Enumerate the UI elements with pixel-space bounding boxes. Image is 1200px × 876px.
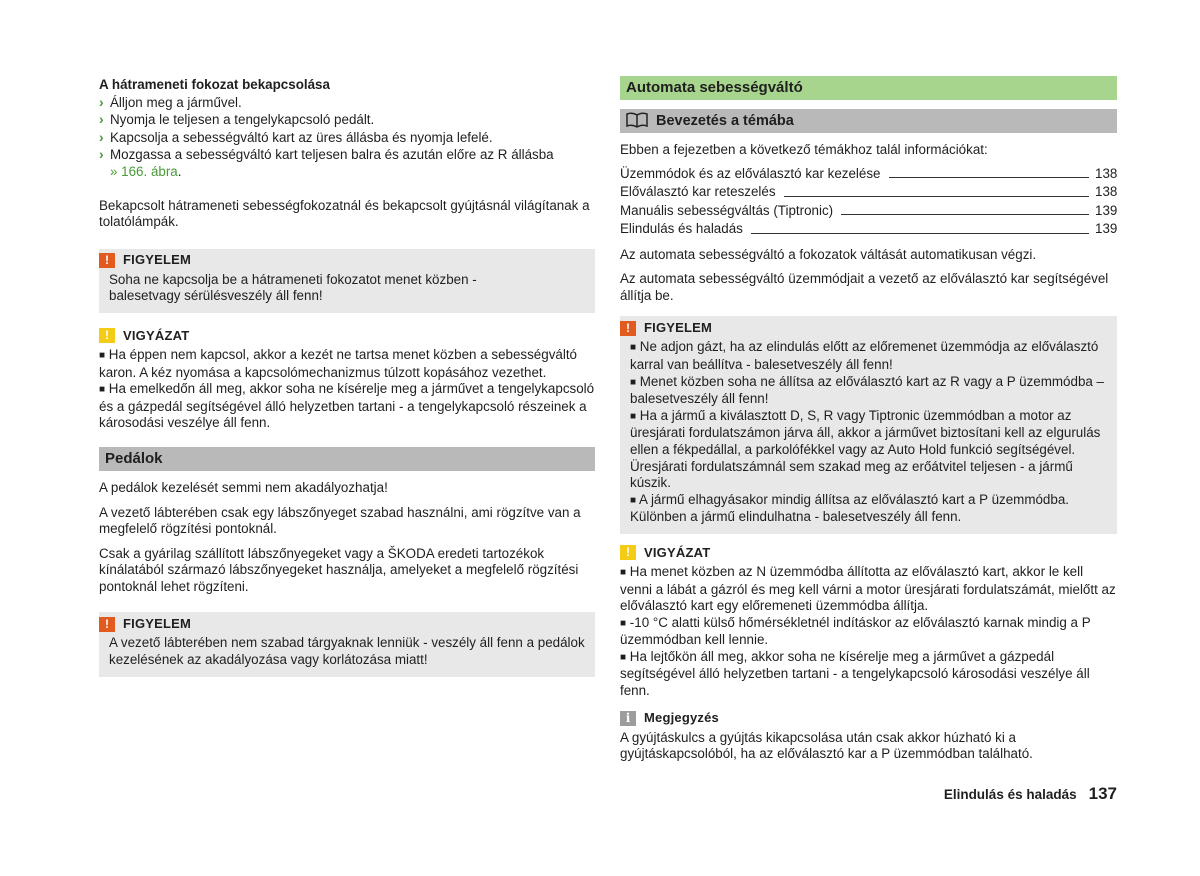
- book-icon: [626, 112, 648, 128]
- bullet-icon: ■: [620, 617, 627, 629]
- caution-title: VIGYÁZAT: [644, 544, 711, 560]
- caution-item: ■ Ha emelkedőn áll meg, akkor soha ne kísérelje meg a járművet a tengelykapcsoló és a gázpedál segítségével álló helyzetben tartani - a tengelykapcsoló részeinek a károsodási veszélye áll fenn.: [99, 381, 595, 431]
- bullet-icon: ■: [620, 651, 627, 663]
- pedals-paragraph-3: Csak a gyárilag szállított lábszőnyegeket vagy a ŠKODA eredeti tartozékok kínálatából származó lábszőnyegeket használja, amelyeket a megfelelő rögzítési pontoknál lehet rögzíteni.: [99, 545, 579, 594]
- bullet-icon: ■: [99, 384, 106, 396]
- footer-chapter: Elindulás és haladás: [943, 787, 1077, 802]
- note-title: Megjegyzés: [644, 710, 719, 726]
- right-column: [620, 76, 1117, 763]
- step-1: › Álljon meg a járművel.: [99, 93, 242, 110]
- bullet-icon: ■: [630, 410, 637, 422]
- bullet-icon: ■: [630, 494, 637, 506]
- section-heading: Automata sebességváltó: [620, 76, 1117, 100]
- warning-box-1: [99, 249, 595, 313]
- note-box: [620, 710, 1117, 763]
- bullet-icon: ■: [630, 376, 637, 388]
- toc-item[interactable]: Előválasztó kar reteszelés 138: [620, 184, 1118, 199]
- automatic-paragraph-1: Az automata sebességváltó a fokozatok váltását automatikusan végzi.: [620, 246, 1037, 262]
- warning-box-3: [620, 316, 1117, 534]
- figure-link[interactable]: » 166. ábra: [110, 163, 178, 179]
- toc-item[interactable]: Elindulás és haladás 139: [620, 221, 1118, 236]
- page-footer: [944, 786, 1117, 804]
- chevron-right-icon: ›: [99, 146, 104, 163]
- bullet-icon: ■: [99, 349, 106, 361]
- chevron-right-icon: ›: [99, 128, 104, 145]
- caution-item: ■ -10 °C alatti külső hőmérsékletnél indításkor az előválasztó karnak mindig a P üzemmódban kell lennie.: [620, 614, 1091, 648]
- caution-box-2: [620, 544, 1117, 700]
- automatic-paragraph-2: Az automata sebességváltó üzemmódjait a vezető az előválasztó kar segítségével állítja be.: [620, 271, 1109, 303]
- left-column: A hátrameneti fokozat bekapcsolása › Álljon meg a járművel. › Nyomja le teljesen a tengelykapcsoló pedált. › Kapcsolja a sebességváltó kart az üres állásba és nyomja lefelé. › Mozgassa a sebességváltó kart teljesen balra és azután előre az R állásba » 166. ábra. Bekapcsolt hátrameneti sebességfokozatnál és bekapcsolt gyújtásnál világítanak a tolatólámpák. ! FIGYELEM Soha ne kapcsolja be a hátrameneti fokozatot menet közben - balesetvagy sérülésveszély áll fenn! ! VIGYÁZAT ■ Ha éppen nem kapcsol, akkor a kezét ne tartsa menet közben a sebességváltó karon. A kéz nyomása a kapcsolómechanizmus túlzott kopásához vezethet. ■ Ha emelkedőn áll meg, akkor soha ne kísérelje meg a járművet a tengelykapcsoló és a gázpedál segítségével álló helyzetben tartani - a tengelykapcsoló részeinek a károsodási veszélye áll fenn. Pedálok A pedálok kezelését semmi nem akadályozhatja! A vezető lábterében csak egy lábszőnyeget szabad használni, ami rögzítve van a megfelelő rögzítési pontoknál. Csak a gyárilag szállított lábszőnyegeket vagy a ŠKODA eredeti tartozékok kínálatából származó lábszőnyegeket használja, amelyeket a megfelelő rögzítési pontoknál lehet rögzíteni. ! FIGYELEM A vezető lábterében nem szabad tárgyaknak lenniük - veszély áll fenn a pedálok kezelésének az akadályozása vagy korlátozása miatt!: [99, 76, 595, 677]
- note-text: A gyújtáskulcs a gyújtás kikapcsolása után csak akkor húzható ki a gyújtáskapcsolóból, ha az előválasztó kar a P üzemmódban található.: [620, 729, 1033, 762]
- info-icon: i: [620, 711, 636, 726]
- intro-text: Ebben a fejezetben a következő témákhoz talál információkat:: [620, 142, 988, 157]
- step-3: › Kapcsolja a sebességváltó kart az üres állásba és nyomja lefelé.: [99, 128, 493, 145]
- warning-icon: !: [620, 321, 636, 336]
- caution-icon: !: [620, 545, 636, 560]
- warning-box-2: [99, 612, 595, 676]
- reverse-gear-title: A hátrameneti fokozat bekapcsolása: [99, 77, 330, 92]
- bullet-icon: ■: [620, 566, 627, 578]
- chevron-right-icon: ›: [99, 93, 104, 110]
- caution-icon: !: [99, 328, 115, 343]
- caution-item: ■ Ha menet közben az N üzemmódba állította az előválasztó kart, akkor le kell venni a lábát a gázról és meg kell várni a motor üresjárati fordulatszámát, mielőtt az előválasztó kart egy előremeneti üzemmódba állítja.: [620, 563, 1116, 614]
- warning-title: FIGYELEM: [123, 616, 192, 632]
- step-4: › Mozgassa a sebességváltó kart teljesen balra és azután előre az R állásba: [99, 146, 554, 163]
- warning-text: Soha ne kapcsolja be a hátrameneti fokozatot menet közben - balesetvagy sérülésveszély áll fenn!: [109, 271, 477, 304]
- caution-box-1: [99, 327, 595, 432]
- warning-icon: !: [99, 253, 115, 268]
- toc-item[interactable]: Üzemmódok és az előválasztó kar kezelése 138: [620, 165, 1118, 181]
- warning-icon: !: [99, 617, 115, 632]
- toc-item[interactable]: Manuális sebességváltás (Tiptronic) 139: [620, 202, 1118, 218]
- warning-title: FIGYELEM: [123, 252, 192, 268]
- intro-heading: Bevezetés a témába: [620, 109, 1117, 133]
- step-2: › Nyomja le teljesen a tengelykapcsoló pedált.: [99, 111, 375, 128]
- warning-title: FIGYELEM: [644, 320, 713, 336]
- caution-item: ■ Ha lejtőkön áll meg, akkor soha ne kísérelje meg a járművet a gázpedál segítségével álló helyzetben tartani - a tengelykapcsoló károsodási veszélye áll fenn.: [620, 648, 1090, 699]
- caution-title: VIGYÁZAT: [123, 327, 190, 343]
- warning-item: ■ Ha a jármű a kiválasztott D, S, R vagy Tiptronic üzemmódban a motor az üresjárati fordulatszámon járva áll, akkor a járművet biztosítani kell az elgurulás ellen a fékpedállal, a parkolófékkel vagy az Auto Hold funkció segítségével. Üresjárati fordulatszámnál sem szakad meg az erőátvitel teljesen - a jármű kúszik.: [630, 407, 1101, 491]
- page-number: 137: [1088, 784, 1117, 803]
- pedals-paragraph-2: A vezető lábterében csak egy lábszőnyeget szabad használni, ami rögzítve van a megfelelő rögzítési pontoknál.: [99, 504, 581, 537]
- warning-item: ■ Menet közben soha ne állítsa az előválasztó kart az R vagy a P üzemmódba – balesetveszély áll fenn!: [630, 373, 1105, 407]
- chevron-right-icon: ›: [99, 111, 104, 128]
- bullet-icon: ■: [630, 342, 637, 354]
- toc-list: [620, 164, 1117, 238]
- reverse-lights-paragraph: Bekapcsolt hátrameneti sebességfokozatnál és bekapcsolt gyújtásnál világítanak a tolatólámpák.: [99, 197, 590, 230]
- warning-text: A vezető lábterében nem szabad tárgyaknak lenniük - veszély áll fenn a pedálok kezelésének az akadályozása vagy korlátozása miatt!: [109, 635, 585, 668]
- warning-item: ■ Ne adjon gázt, ha az elindulás előtt az előremenet üzemmódja az előválasztó karral van beállítva - balesetveszély áll fenn!: [630, 339, 1099, 372]
- warning-item: ■ A jármű elhagyásakor mindig állítsa az előválasztó kart a P üzemmódba. Különben a jármű elindulhatna - balesetveszély áll fenn.: [630, 491, 1069, 525]
- pedals-heading: Pedálok: [99, 447, 595, 471]
- caution-item: ■ Ha éppen nem kapcsol, akkor a kezét ne tartsa menet közben a sebességváltó karon. A kéz nyomása a kapcsolómechanizmus túlzott kopásához vezethet.: [99, 346, 577, 380]
- pedals-paragraph-1: A pedálok kezelését semmi nem akadályozhatja!: [99, 479, 388, 495]
